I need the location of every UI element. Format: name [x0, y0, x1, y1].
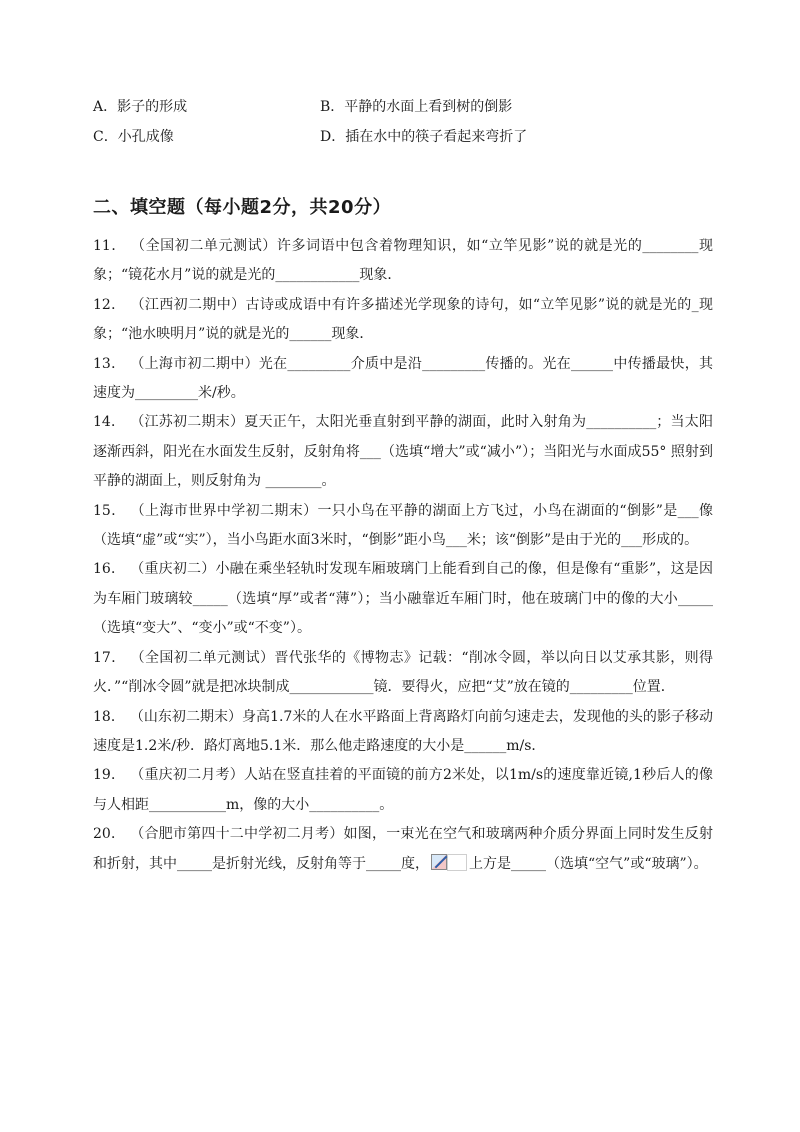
- question-text-after: 上方是_____（选填“空气”或“玻璃”）。: [469, 855, 708, 872]
- question-number: 16．: [93, 561, 126, 578]
- options-row-2: [93, 127, 733, 157]
- question-16: [93, 555, 713, 643]
- question-text: （全国初二单元测试）晋代张华的《博物志》记载：“削冰令圆，举以向日以艾承其影，则得火．”“削冰令圆”就是把冰块制成____________镜．要得火，应把“艾”放在镜的_________位置．: [93, 649, 713, 696]
- option-c: C．小孔成像: [93, 129, 174, 145]
- question-text: （重庆初二月考）人站在竖直挂着的平面镜的前方2米处，以1m/s的速度靠近镜,1秒后人的像与人相距___________m，像的大小__________。: [93, 767, 713, 813]
- option-a: A．影子的形成: [93, 99, 188, 115]
- question-text: （全国初二单元测试）许多词语中包含着物理知识，如“立竿见影”说的就是光的________现象；“镜花水月”说的就是光的____________现象．: [93, 238, 713, 284]
- question-13: [93, 350, 713, 409]
- question-18: [93, 703, 713, 762]
- question-11: [93, 232, 713, 291]
- question-number: 15．: [93, 502, 126, 519]
- question-15: [93, 497, 713, 556]
- question-19: [93, 761, 713, 820]
- option-b: B．平静的水面上看到树的倒影: [320, 99, 513, 115]
- option-d: D．插在水中的筷子看起来弯折了: [320, 129, 528, 145]
- question-number: 20．: [93, 826, 126, 843]
- question-number: 13．: [93, 355, 126, 372]
- question-number: 11．: [93, 238, 126, 254]
- question-14: [93, 408, 713, 496]
- question-text-before: （合肥市第四十二中学初二月考）如图，一束光在空气和玻璃两种介质分界面上同时发生反射和折射，其中_____是折射光线，反射角等于_____度，: [93, 826, 713, 872]
- question-number: 14．: [93, 414, 126, 431]
- question-text: （重庆初二）小融在乘坐轻轨时发现车厢玻璃门上能看到自己的像，但是像有“重影”，这是因为车厢门玻璃较_____（选填“厚”或者“薄”）；当小融靠近车厢门时，他在玻璃门中的像的大小_____（选填“变大”、“变小”或“不变”）。: [93, 561, 713, 637]
- question-12: [93, 291, 713, 350]
- question-text: （上海市世界中学初二期末）一只小鸟在平静的湖面上方飞过，小鸟在湖面的“倒影”是___像（选填“虚”或“实”），当小鸟距水面3米时，“倒影”距小鸟___米；该“倒影”是由于光的___形成的。: [93, 502, 713, 549]
- question-text: （江苏初二期末）夏天正午，太阳光垂直射到平静的湖面，此时入射角为__________；当太阳逐渐西斜，阳光在水面发生反射，反射角将___（选填“增大”或“减小”）；当阳光与水面成55° 照射到平静的湖面上，则反射角为 ________。: [93, 414, 713, 490]
- image-placeholder: [447, 854, 467, 871]
- question-number: 17．: [93, 649, 126, 666]
- question-list: [93, 232, 713, 879]
- refraction-figure-icon: [431, 854, 447, 870]
- options-row-1: [93, 97, 733, 127]
- section-title: 二、填空题（每小题2分，共20分）: [93, 197, 392, 218]
- question-20: [93, 820, 713, 879]
- question-text: （上海市初二期中）光在_________介质中是沿_________传播的。光在______中传播最快，其速度为_________米/秒。: [93, 355, 713, 402]
- choice-options: [93, 97, 733, 157]
- question-text: （江西初二期中）古诗或成语中有许多描述光学现象的诗句，如“立竿见影”说的就是光的_现象；“池水映明月”说的就是光的______现象．: [93, 296, 713, 343]
- question-number: 18．: [93, 708, 125, 725]
- question-17: [93, 644, 713, 703]
- question-text: （山东初二期末）身高1.7米的人在水平路面上背离路灯向前匀速走去，发现他的头的影子移动速度是1.2米/秒．路灯离地5.1米．那么他走路速度的大小是______m/s．: [93, 708, 713, 754]
- question-number: 12．: [93, 296, 126, 313]
- question-number: 19．: [93, 767, 126, 784]
